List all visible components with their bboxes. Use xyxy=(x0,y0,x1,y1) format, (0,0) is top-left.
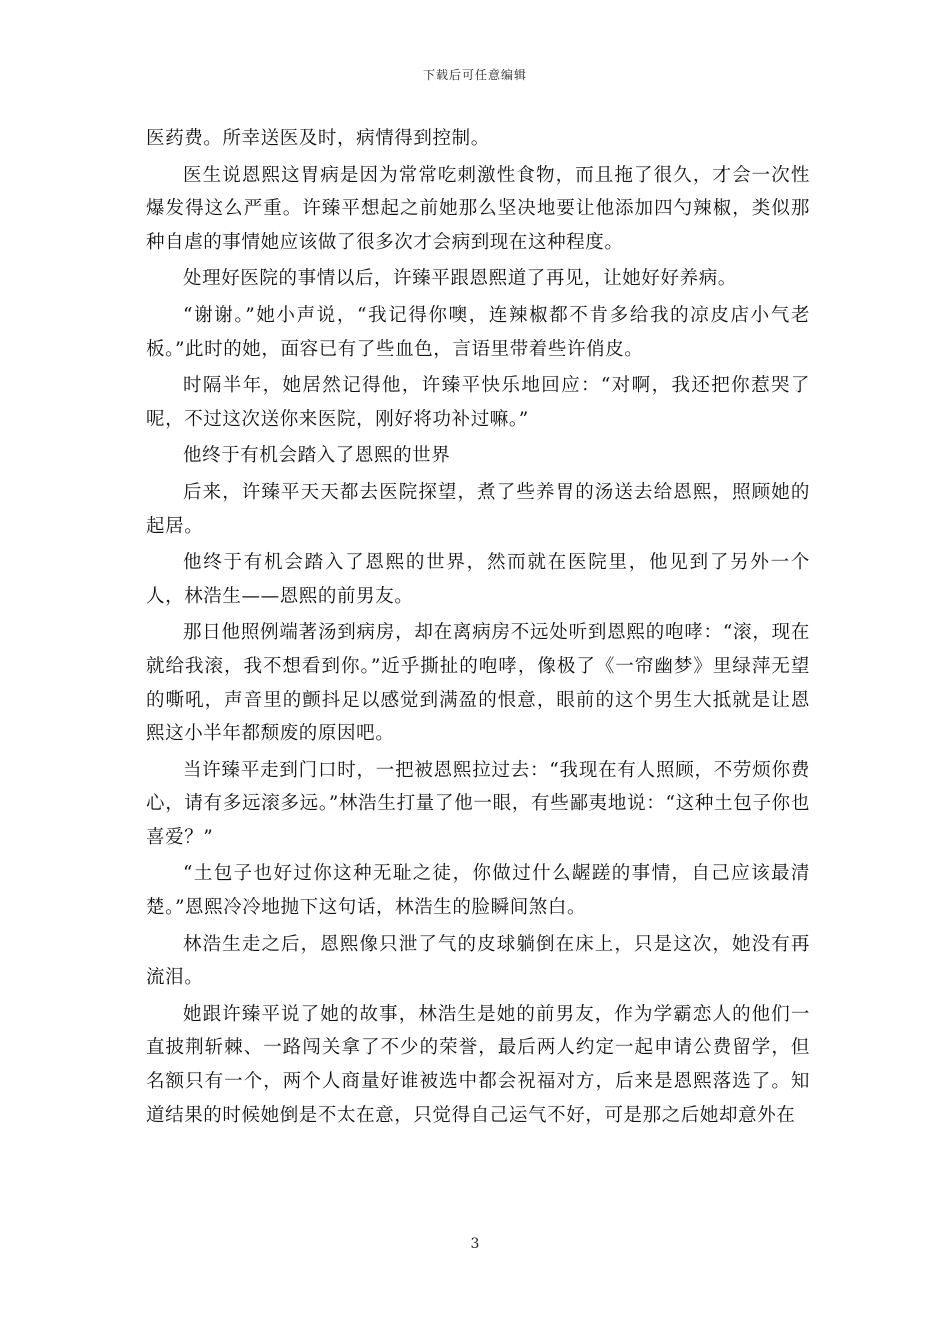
paragraph: 处理好医院的事情以后，许臻平跟恩熙道了再见，让她好好养病。 xyxy=(183,268,737,290)
paragraph: 后来，许臻平天天都去医院探望，煮了些养胃的汤送去给恩熙，照顾她的起居。 xyxy=(146,481,810,537)
paragraph: 当许臻平走到门口时，一把被恩熙拉过去：“我现在有人照顾，不劳烦你费心，请有多远滚多远。”林浩生打量了他一眼，有些鄙夷地说：“这种土包子你也喜爱？” xyxy=(146,759,810,848)
page-number: 3 xyxy=(470,1236,480,1252)
paragraph: 时隔半年，她居然记得他，许臻平快乐地回应：“对啊，我还把你惹哭了呢，不过这次送你来医院，刚好将功补过嘛。” xyxy=(146,375,810,430)
paragraph: 他终于有机会踏入了恩熙的世界，然而就在医院里，他见到了另外一个人，林浩生——恩熙的前男友。 xyxy=(146,552,810,607)
paragraph: 她跟许臻平说了她的故事，林浩生是她的前男友，作为学霸恋人的他们一直披荆斩棘、一路闯关拿了不少的荣誉，最后两人约定一起申请公费留学，但名额只有一个，两个人商量好谁被选中都会祝福对方，后来是恩熙落选了。知道结果的时候她倒是不太在意，只觉得自己运气不好，可是那之后她却意外在 xyxy=(146,1003,810,1126)
body-text xyxy=(146,122,810,1135)
paragraph: 医药费。所幸送医及时，病情得到控制。 xyxy=(146,128,490,149)
paragraph: 林浩生走之后，恩熙像只泄了气的皮球躺倒在床上，只是这次，她没有再流泪。 xyxy=(146,933,810,989)
paragraph: 那日他照例端著汤到病房，却在离病房不远处听到恩熙的咆哮：“滚，现在就给我滚，我不想看到你。”近乎撕扯的咆哮，像极了《一帘幽梦》里绿萍无望的嘶吼，声音里的颤抖足以感觉到满盈的恨意，眼前的这个男生大抵就是让恩熙这小半年都颓废的原因吧。 xyxy=(146,622,810,745)
section-heading: 他终于有机会踏入了恩熙的世界 xyxy=(183,445,451,467)
paragraph: “土包子也好过你这种无耻之徒，你做过什么龌蹉的事情，自己应该最清楚。”恩熙冷冷地抛下这句话，林浩生的脸瞬间煞白。 xyxy=(146,863,810,919)
page-header: 下载后可任意编辑 xyxy=(422,68,527,82)
paragraph: “谢谢。”她小声说，“我记得你噢，连辣椒都不肯多给我的凉皮店小气老板。”此时的她，面容已有了些血色，言语里带着些许俏皮。 xyxy=(146,304,810,360)
paragraph: 医生说恩熙这胃病是因为常常吃刺激性食物，而且拖了很久，才会一次性爆发得这么严重。许臻平想起之前她那么坚决地要让他添加四勺辣椒，类似那种自虐的事情她应该做了很多次才会病到现在这种程度。 xyxy=(146,164,810,253)
